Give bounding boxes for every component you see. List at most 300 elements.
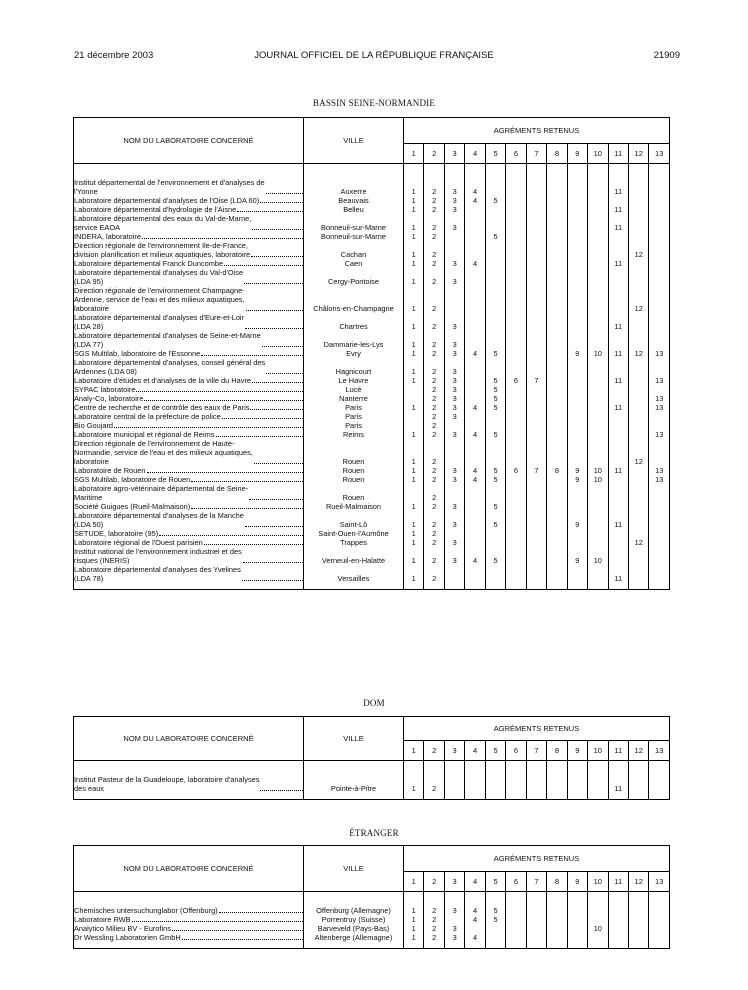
agrement-cell (567, 529, 587, 538)
table-row (74, 385, 670, 394)
agrement-cell (608, 241, 628, 259)
agrement-cell (465, 286, 485, 313)
leader-dots (266, 372, 303, 374)
city-cell: Belleu (304, 205, 404, 214)
agrement-cell (588, 403, 608, 412)
header-row (74, 846, 670, 872)
agrement-cell (608, 268, 628, 286)
agrement-cell (526, 178, 546, 196)
agrement-cell (628, 547, 648, 565)
agrement-cell (567, 331, 587, 349)
agrement-cell (588, 205, 608, 214)
agrement-cell (608, 430, 628, 439)
col-header-agrement-number: 4 (465, 872, 485, 892)
agrement-cell (485, 286, 505, 313)
col-header-agrement-number: 1 (404, 872, 424, 892)
lab-name-cell (74, 775, 304, 793)
agrement-cell: 11 (608, 403, 628, 412)
spacer-cell (74, 942, 304, 949)
agrement-cell (567, 241, 587, 259)
col-header-agrement-number: 7 (526, 144, 546, 164)
agrement-cell (628, 205, 648, 214)
agrement-cell (608, 421, 628, 430)
lab-name-cell (74, 358, 304, 376)
agrement-cell (547, 358, 567, 376)
agrement-cell (628, 394, 648, 403)
spacer-cell (506, 164, 526, 179)
agrement-cell (465, 412, 485, 421)
lab-name: Laboratoire agro-vétérinaire départemental de Seine- Maritime (74, 484, 249, 502)
agrement-cell (547, 232, 567, 241)
leader-dots (191, 507, 303, 509)
agrement-cell: 2 (424, 511, 444, 529)
agrement-cell: 2 (424, 565, 444, 583)
city-cell: Paris (304, 421, 404, 430)
spacer-cell (547, 164, 567, 179)
agrement-cell (628, 259, 648, 268)
lab-name-wrap (74, 775, 303, 793)
agrement-cell: 5 (485, 232, 505, 241)
agrement-cell (628, 933, 648, 942)
col-header-agrement-number: 6 (506, 741, 526, 761)
agrement-cell: 5 (485, 511, 505, 529)
agrement-cell: 1 (404, 232, 424, 241)
leader-dots (172, 929, 303, 931)
lab-name-wrap (74, 906, 303, 915)
city-cell: Verneuil-en-Halatte (304, 547, 404, 565)
agrement-cell (465, 565, 485, 583)
agrement-cell: 11 (608, 349, 628, 358)
lab-name-cell (74, 376, 304, 385)
agrement-cell (485, 268, 505, 286)
agrement-cell (526, 394, 546, 403)
lab-name: Laboratoire départemental d'analyses de la Manche (LDA 50) (74, 511, 244, 529)
agrement-cell (608, 412, 628, 421)
agrement-cell (506, 484, 526, 502)
spacer-cell (588, 892, 608, 907)
lab-name: Direction régionale de l'environnement Champagne- Ardenne, service de l'eau et des milieux aquatiques, laboratoire (74, 286, 245, 313)
agrement-cell (485, 775, 505, 793)
lab-name: SYPAC laboratoire (74, 385, 136, 394)
agrement-cell (547, 349, 567, 358)
agrement-cell: 1 (404, 529, 424, 538)
agrement-cell (506, 430, 526, 439)
city-cell: Dammarie-les-Lys (304, 331, 404, 349)
agrement-cell (649, 268, 670, 286)
agrement-cell (588, 394, 608, 403)
agrement-cell (506, 196, 526, 205)
leader-dots (245, 327, 303, 329)
agrement-cell (547, 178, 567, 196)
lab-name: Analy-Co, laboratoire (74, 394, 144, 403)
agrement-cell: 11 (608, 775, 628, 793)
col-header-city: VILLE (304, 118, 404, 164)
lab-name-cell (74, 502, 304, 511)
table-row (74, 466, 670, 475)
agrement-cell (506, 439, 526, 466)
agrement-cell (567, 376, 587, 385)
agrement-cell (465, 421, 485, 430)
agrement-cell: 13 (649, 376, 670, 385)
agrement-cell (628, 529, 648, 538)
table-row (74, 538, 670, 547)
agrement-cell: 3 (444, 313, 464, 331)
agrement-cell (547, 196, 567, 205)
spacer-cell (74, 164, 304, 179)
leader-dots (159, 534, 303, 536)
city-cell: Altenberge (Allemagne) (304, 933, 404, 942)
spacer-cell (485, 793, 505, 800)
lab-name: SGS Multilab, laboratoire de l'Essonne (74, 349, 201, 358)
col-header-agrement-number: 12 (628, 872, 648, 892)
city-cell: Rouen (304, 466, 404, 475)
spacer-cell (526, 761, 546, 776)
agrement-cell (526, 439, 546, 466)
city-cell: Versailles (304, 565, 404, 583)
agrement-cell: 3 (444, 196, 464, 205)
agrement-cell (444, 241, 464, 259)
lab-name-cell (74, 232, 304, 241)
lab-name-cell (74, 924, 304, 933)
lab-name: INDERA, laboratoire (74, 232, 141, 241)
table-row (74, 178, 670, 196)
agrement-cell: 3 (444, 376, 464, 385)
lab-name-cell (74, 268, 304, 286)
spacer-cell (526, 583, 546, 590)
agrement-cell: 1 (404, 331, 424, 349)
agrement-cell (444, 232, 464, 241)
agrement-cell (628, 196, 648, 205)
agrement-cell: 3 (444, 385, 464, 394)
lab-name-cell (74, 241, 304, 259)
agrement-cell (628, 421, 648, 430)
spacer-cell (649, 583, 670, 590)
agrement-cell (588, 214, 608, 232)
agrement-cell (628, 475, 648, 484)
agrement-cell: 13 (649, 466, 670, 475)
lab-name: Centre de recherche et de contrôle des eaux de Paris (74, 403, 250, 412)
agrement-cell (567, 205, 587, 214)
agrement-cell (526, 196, 546, 205)
lab-name-cell (74, 385, 304, 394)
agrement-cell (444, 775, 464, 793)
agrement-cell (485, 538, 505, 547)
agrement-cell (628, 511, 648, 529)
spacer-cell (404, 942, 424, 949)
agrement-cell (506, 915, 526, 924)
col-header-agrement-number: 7 (526, 741, 546, 761)
agrement-cell (588, 565, 608, 583)
table-row (74, 484, 670, 502)
lab-name: Laboratoire départemental d'analyses, conseil général des Ardennes (LDA 08) (74, 358, 266, 376)
agrement-cell: 13 (649, 394, 670, 403)
agrement-cell (567, 178, 587, 196)
agrement-cell (506, 565, 526, 583)
agrement-cell (526, 349, 546, 358)
leader-dots (242, 579, 303, 581)
agrement-cell (485, 565, 505, 583)
spacer-cell (567, 942, 587, 949)
agrement-cell (526, 915, 546, 924)
spacer-cell (547, 892, 567, 907)
spacer-cell (547, 793, 567, 800)
agrement-cell: 1 (404, 924, 424, 933)
agrement-cell (608, 933, 628, 942)
lab-name-cell (74, 430, 304, 439)
col-header-agrement-number: 10 (588, 872, 608, 892)
spacer-cell (649, 793, 670, 800)
agrement-cell (465, 394, 485, 403)
agrement-cell (506, 214, 526, 232)
agrement-cell (608, 358, 628, 376)
agrement-cell (608, 547, 628, 565)
agrement-cell (547, 906, 567, 915)
spacer-cell (506, 793, 526, 800)
col-header-agrement-number: 6 (506, 144, 526, 164)
agrement-cell: 3 (444, 412, 464, 421)
agrement-cell (506, 421, 526, 430)
agrement-cell (506, 547, 526, 565)
spacer-row (74, 942, 670, 949)
agrement-cell (608, 439, 628, 466)
city-cell: Pointe-à-Pitre (304, 775, 404, 793)
spacer-cell (547, 583, 567, 590)
agrement-cell (465, 331, 485, 349)
agrement-cell: 9 (567, 511, 587, 529)
agrement-cell (465, 511, 485, 529)
spacer-cell (424, 761, 444, 776)
agrement-cell (506, 933, 526, 942)
agrement-cell: 10 (588, 349, 608, 358)
table-row (74, 430, 670, 439)
col-header-agrement-number: 1 (404, 741, 424, 761)
city-cell: Bonneuil-sur-Marne (304, 214, 404, 232)
agrement-cell (526, 385, 546, 394)
agrement-cell (526, 565, 546, 583)
table-row (74, 196, 670, 205)
agrement-cell: 9 (567, 475, 587, 484)
agrement-cell (628, 502, 648, 511)
header-row (74, 717, 670, 741)
spacer-cell (485, 892, 505, 907)
lab-name-cell (74, 933, 304, 942)
agrement-cell (465, 232, 485, 241)
lab-name-wrap (74, 565, 303, 583)
lab-name: Laboratoire de Rouen (74, 466, 146, 475)
spacer-cell (526, 164, 546, 179)
lab-name-cell (74, 349, 304, 358)
agrement-cell: 5 (485, 466, 505, 475)
col-header-agrement-number: 13 (649, 741, 670, 761)
agrement-cell: 3 (444, 924, 464, 933)
agrement-cell: 2 (424, 232, 444, 241)
agrement-cell: 5 (485, 502, 505, 511)
agrement-cell (404, 421, 424, 430)
agrement-cell (526, 205, 546, 214)
agrement-cell (588, 502, 608, 511)
city-cell: Nanterre (304, 394, 404, 403)
agrement-cell: 1 (404, 403, 424, 412)
lab-name-wrap (74, 933, 303, 942)
city-cell: Trappes (304, 538, 404, 547)
agrement-cell: 1 (404, 196, 424, 205)
agrement-cell (608, 475, 628, 484)
lab-name-wrap (74, 331, 303, 349)
lab-name-cell (74, 475, 304, 484)
agrement-cell (547, 484, 567, 502)
agrement-cell (649, 529, 670, 538)
leader-dots (260, 201, 303, 203)
agrement-cell (649, 421, 670, 430)
agrement-cell (506, 385, 526, 394)
spacer-cell (444, 761, 464, 776)
agrement-cell: 2 (424, 358, 444, 376)
table-row (74, 268, 670, 286)
table-row (74, 232, 670, 241)
spacer-cell (74, 892, 304, 907)
spacer-cell (304, 164, 404, 179)
spacer-cell (526, 942, 546, 949)
agrement-cell (628, 430, 648, 439)
agrement-cell (506, 511, 526, 529)
lab-name-cell (74, 466, 304, 475)
agrement-cell (526, 511, 546, 529)
col-header-lab: NOM DU LABORATOIRE CONCERNÉ (74, 846, 304, 892)
agrement-cell (588, 268, 608, 286)
city-cell: Chartres (304, 313, 404, 331)
agrement-cell (547, 924, 567, 933)
lab-name: Laboratoire départemental d'analyses du Val-d'Oise (LDA 95) (74, 268, 244, 286)
agrement-cell (526, 232, 546, 241)
city-cell: Auxerre (304, 178, 404, 196)
table-row (74, 376, 670, 385)
agrement-cell: 2 (424, 484, 444, 502)
agrement-cell (506, 241, 526, 259)
agrement-cell: 11 (608, 214, 628, 232)
lab-name-wrap (74, 421, 303, 430)
agrement-cell: 5 (485, 376, 505, 385)
agrement-cell (465, 502, 485, 511)
lab-name-cell (74, 915, 304, 924)
leader-dots (219, 911, 303, 913)
spacer-cell (304, 761, 404, 776)
spacer-cell (465, 942, 485, 949)
agrement-cell: 1 (404, 547, 424, 565)
agrement-cell: 11 (608, 178, 628, 196)
col-header-agrement-number: 2 (424, 741, 444, 761)
agrement-cell (628, 178, 648, 196)
spacer-cell (506, 942, 526, 949)
agrement-cell (567, 430, 587, 439)
agrement-cell (567, 906, 587, 915)
col-header-agrement-number: 10 (588, 144, 608, 164)
spacer-row (74, 164, 670, 179)
lab-name-cell (74, 412, 304, 421)
agrement-cell (465, 775, 485, 793)
agrement-cell: 4 (465, 466, 485, 475)
agrement-cell (506, 412, 526, 421)
col-header-agrement-number: 11 (608, 144, 628, 164)
agrement-cell (628, 331, 648, 349)
agrement-cell: 1 (404, 214, 424, 232)
lab-name-wrap (74, 286, 303, 313)
agrement-cell (547, 502, 567, 511)
agrement-cell: 3 (444, 331, 464, 349)
leader-dots (250, 408, 303, 410)
table-seine-normandie (73, 117, 670, 590)
leader-dots (254, 462, 303, 464)
city-cell: Porrentruy (Suisse) (304, 915, 404, 924)
agrement-cell (485, 313, 505, 331)
agrement-cell: 13 (649, 475, 670, 484)
city-cell: Paris (304, 412, 404, 421)
spacer-cell (567, 761, 587, 776)
col-header-agrement-number: 10 (588, 741, 608, 761)
city-cell: Châlons-en-Champagne (304, 286, 404, 313)
agrement-cell: 13 (649, 403, 670, 412)
agrement-cell: 1 (404, 906, 424, 915)
lab-name: Laboratoire RWB (74, 915, 131, 924)
agrement-cell: 3 (444, 214, 464, 232)
spacer-cell (424, 942, 444, 949)
agrement-cell (506, 349, 526, 358)
agrement-cell (608, 502, 628, 511)
spacer-cell (465, 892, 485, 907)
leader-dots (243, 561, 303, 563)
agrement-cell (628, 313, 648, 331)
agrement-cell: 2 (424, 529, 444, 538)
spacer-cell (567, 892, 587, 907)
agrement-cell (649, 439, 670, 466)
col-header-agrement-number: 13 (649, 872, 670, 892)
spacer-row (74, 583, 670, 590)
agrement-cell: 2 (424, 475, 444, 484)
leader-dots (245, 525, 303, 527)
lab-name-wrap (74, 529, 303, 538)
lab-name-cell (74, 484, 304, 502)
agrement-cell: 1 (404, 915, 424, 924)
agrement-cell: 11 (608, 565, 628, 583)
city-cell: Saint-Ouen-l'Aumône (304, 529, 404, 538)
agrement-cell (588, 241, 608, 259)
lab-name-wrap (74, 394, 303, 403)
city-cell: Cachan (304, 241, 404, 259)
lab-name: SETUDE, laboratoire (95) (74, 529, 159, 538)
agrement-cell (485, 259, 505, 268)
agrement-cell (465, 358, 485, 376)
agrement-cell: 2 (424, 421, 444, 430)
agrement-cell: 2 (424, 178, 444, 196)
agrement-cell (506, 205, 526, 214)
lab-name-cell (74, 259, 304, 268)
agrement-cell (465, 439, 485, 466)
leader-dots (142, 237, 303, 239)
lab-name-cell (74, 538, 304, 547)
agrement-cell: 1 (404, 286, 424, 313)
agrement-cell (404, 394, 424, 403)
agrement-cell (649, 259, 670, 268)
agrement-cell (526, 502, 546, 511)
lab-name: Bio Goujard (74, 421, 114, 430)
lab-name-cell (74, 331, 304, 349)
agrement-cell (547, 241, 567, 259)
agrement-cell (485, 933, 505, 942)
agrement-cell (588, 511, 608, 529)
agrement-cell: 4 (465, 403, 485, 412)
agrement-cell (526, 358, 546, 376)
lab-name-cell (74, 178, 304, 196)
agrement-cell (567, 502, 587, 511)
